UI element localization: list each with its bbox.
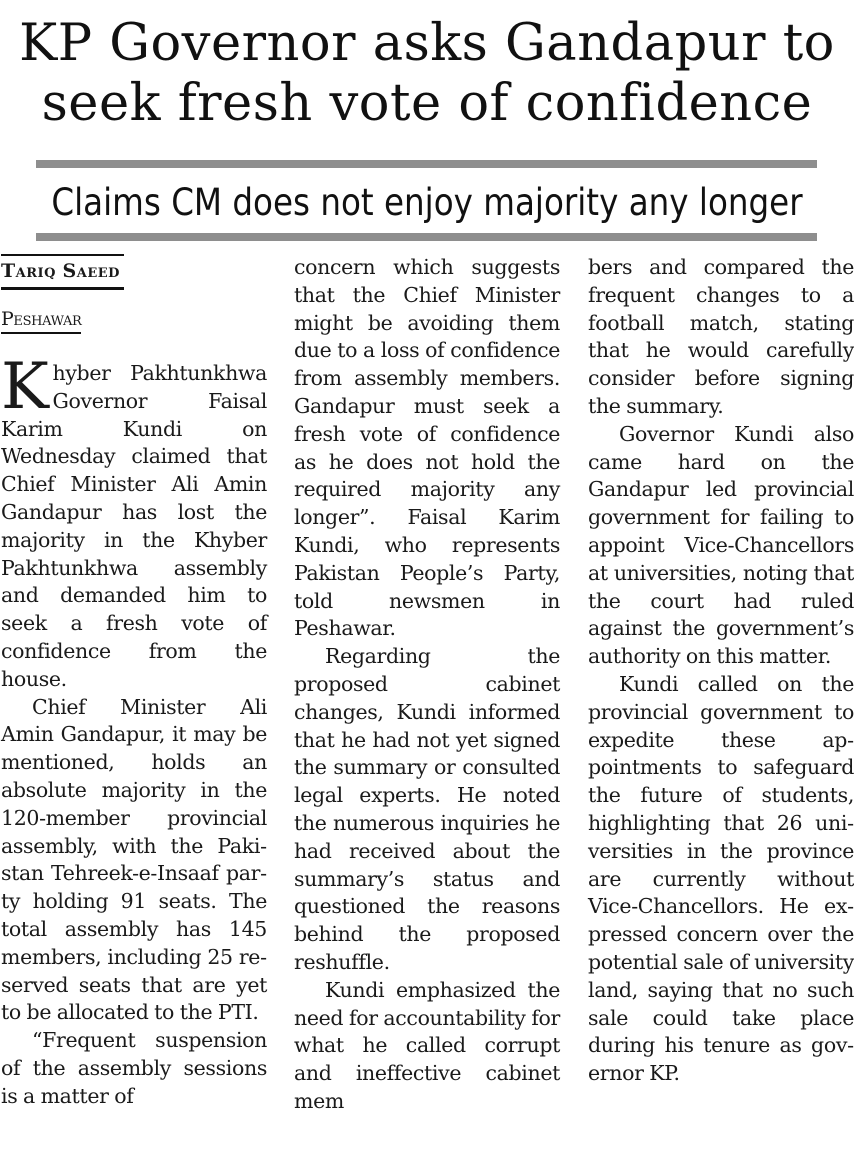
dateline: Peshawar — [1, 306, 81, 334]
paragraph: “Frequent suspension of the assembly sessions is a matter of — [1, 1028, 267, 1108]
paragraph: Regarding the proposed cabinet changes, Kundi informed that he had not yet signed the summary or consulted legal experts. He noted the numerous inquiries he had received about the summary’s status and questioned the reasons behind the proposed reshuffle. — [294, 644, 560, 974]
paragraph: Governor Kundi also came hard on the Gandapur led provincial government for failing to appoint Vice-Chancellors at universities, noting that the court had ruled against the government’s authority on this matter. — [588, 421, 854, 669]
bottom-rule — [36, 233, 817, 241]
drop-cap: K — [1, 350, 49, 424]
byline: Tariq Saeed — [1, 254, 124, 290]
paragraph: Kundi called on the provincial government to expedite these appointments to safeguard the future of students, highlighting that 26 universities in the province are currently without Vice-Chancellors. He expressed concern over the potential sale of university land, saying that no such sale could take place during his tenure as governor KP. — [588, 671, 854, 1086]
column-3 — [588, 254, 854, 1088]
paragraph: Khyber Pakhtunkhwa Governor Faisal Karim Kundi on Wednesday claimed that Chief Minister Ali Amin Gandapur has lost the majority in the Khyber Pakhtunkhwa assembly and demanded him to seek a fresh vote of confidence from the house. — [1, 350, 267, 691]
paragraph: Chief Minister Ali Amin Gandapur, it may be mentioned, holds an absolute majority in the 120-member provincial assembly, with the Pakistan Tehreek-e-Insaaf party holding 91 seats. The total assembly has 145 members, including 25 reserved seats that are yet to be allocated to the PTI. — [1, 694, 267, 1025]
paragraph: bers and compared the frequent changes to a football match, stating that he would carefully consider before signing the summary. — [588, 255, 854, 418]
paragraph: concern which suggests that the Chief Minister might be avoiding them due to a loss of confidence from assembly members. Gandapur must seek a fresh vote of confidence as he does not hold the required majority any longer”. Faisal Karim Kundi, who represents Pakistan People’s Party, told newsmen in Peshawar. — [294, 255, 560, 641]
paragraph: Kundi emphasized the need for accountability for what he called corrupt and ineffective cabinet mem — [294, 977, 560, 1113]
subheadline: Claims CM does not enjoy majority any longer — [51, 181, 803, 224]
headline-line-1: KP Governor asks Gandapur to — [19, 14, 835, 73]
headline-line-2: seek fresh vote of confidence — [41, 74, 813, 133]
top-rule — [36, 160, 817, 168]
headline — [0, 14, 854, 134]
column-1 — [1, 254, 267, 1111]
column-2 — [294, 254, 560, 1116]
